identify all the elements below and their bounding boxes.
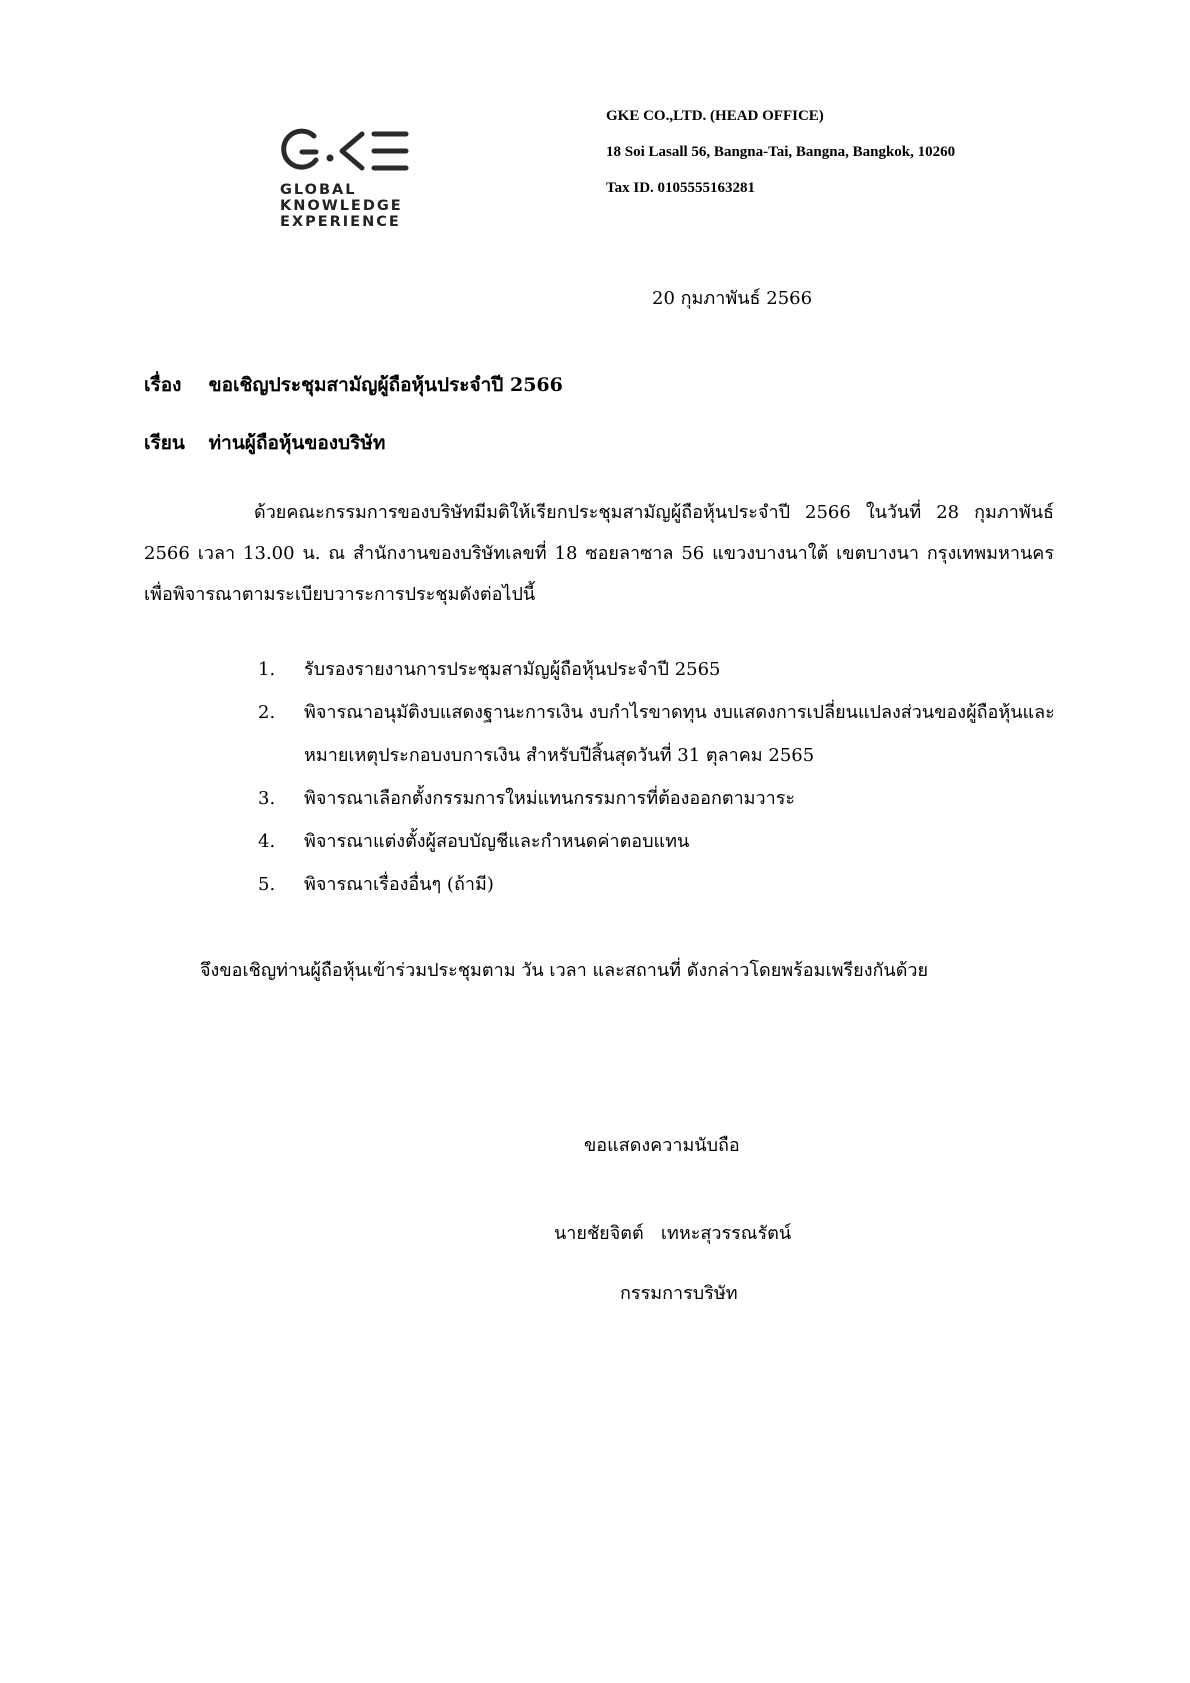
recipient-line	[144, 428, 385, 458]
closing-paragraph: จึงขอเชิญท่านผู้ถือหุ้นเข้าร่วมประชุมตาม วัน เวลา และสถานที่ ดังกล่าวโดยพร้อมเพรียงกันด้วย	[200, 960, 929, 981]
subject-text: ขอเชิญประชุมสามัญผู้ถือหุ้นประจำปี 2566	[208, 374, 563, 396]
body-text: ด้วยคณะกรรมการของบริษัทมีมติให้เรียกประชุมสามัญผู้ถือหุ้นประจำปี 2566 ในวันที่ 28 กุมภาพันธ์ 2566 เวลา 13.00 น. ณ สำนักงานของบริษัทเลขที่ 18 ซอยลาซาล 56 แขวงบางนาใต้ เขตบางนา กรุงเทพมหานคร เพื่อพิจารณาตามระเบียบวาระการประชุมดังต่อไปนี้	[144, 502, 1054, 605]
company-address: 18 Soi Lasall 56, Bangna-Tai, Bangna, Bangkok, 10260	[606, 144, 956, 160]
subject-label: เรื่อง	[144, 374, 182, 396]
agenda-text: รับรองรายงานการประชุมสามัญผู้ถือหุ้นประจำปี 2565	[304, 659, 721, 680]
agenda-item	[258, 820, 1058, 863]
agenda-number: 5.	[258, 874, 276, 895]
agenda-text: พิจารณาเลือกตั้งกรรมการใหม่แทนกรรมการที่ต้องออกตามวาระ	[304, 788, 796, 809]
agenda-item	[258, 648, 1058, 691]
agenda-item	[258, 863, 1058, 906]
company-logo	[280, 128, 430, 230]
subject-line	[144, 370, 563, 400]
agenda-item	[258, 691, 1058, 777]
agenda-number: 1.	[258, 659, 276, 680]
logo-line: EXPERIENCE	[280, 214, 401, 230]
agenda-number: 4.	[258, 831, 276, 852]
company-tax-id: Tax ID. 0105555163281	[606, 180, 756, 196]
recipient-text: ท่านผู้ถือหุ้นของบริษัท	[208, 432, 386, 454]
signer-name: นายชัยจิตต์ เทหะสุวรรณรัตน์	[554, 1223, 792, 1244]
logo-line: GLOBAL	[280, 182, 357, 198]
company-name: GKE CO.,LTD. (HEAD OFFICE)	[606, 108, 824, 124]
body-paragraph	[144, 492, 1054, 615]
company-header	[606, 98, 955, 206]
logo-line: KNOWLEDGE	[280, 198, 403, 214]
agenda-item	[258, 777, 1058, 820]
letter-date: 20 กุมภาพันธ์ 2566	[652, 288, 813, 309]
agenda-list	[258, 648, 1058, 906]
agenda-number: 2.	[258, 702, 276, 723]
closing-regards: ขอแสดงความนับถือ	[584, 1135, 740, 1156]
agenda-number: 3.	[258, 788, 276, 809]
signer-title: กรรมการบริษัท	[620, 1283, 738, 1304]
agenda-text: พิจารณาแต่งตั้งผู้สอบบัญชีและกำหนดค่าตอบแทน	[304, 831, 690, 852]
agenda-text: พิจารณาเรื่องอื่นๆ (ถ้ามี)	[304, 874, 494, 895]
agenda-text: พิจารณาอนุมัติงบแสดงฐานะการเงิน งบกำไรขาดทุน งบแสดงการเปลี่ยนแปลงส่วนของผู้ถือหุ้นและหมายเหตุประกอบงบการเงิน สำหรับปีสิ้นสุดวันที่ 31 ตุลาคม 2565	[304, 702, 1055, 766]
logo-wordmark	[280, 182, 430, 230]
recipient-label: เรียน	[144, 432, 185, 454]
gke-logo-mark-icon	[280, 128, 410, 174]
